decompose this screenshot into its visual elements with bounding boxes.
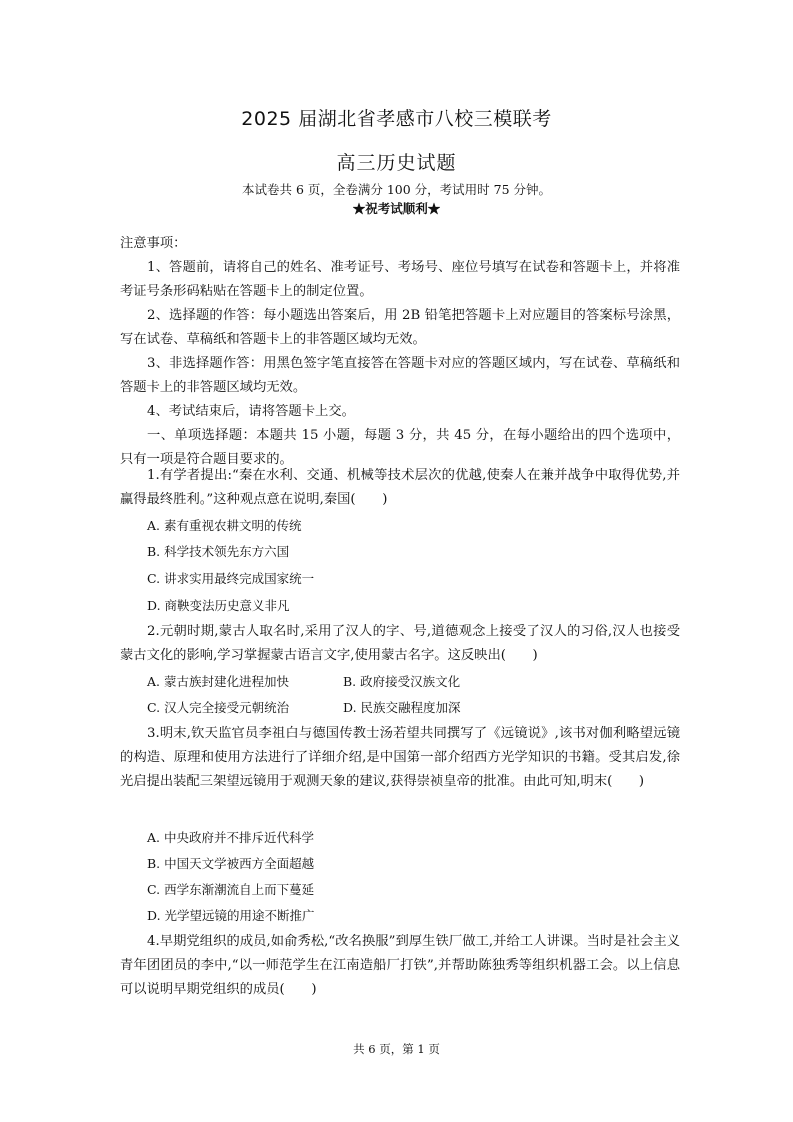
question-2-option-c: C. 汉人完全接受元朝统治 (147, 700, 290, 715)
question-2-option-a: A. 蒙古族封建化进程加快 (147, 674, 289, 689)
question-3-stem: 3.明末,钦天监官员李祖白与德国传教士汤若望共同撰写了《远镜说》,该书对伽利略望远镜的构造、原理和使用方法进行了详细介绍,是中国第一部介绍西方光学知识的书籍。受其启发,徐光启提出装配三架望远镜用于观测天象的建议,获得崇祯皇帝的批准。由此可知,明末( ) (120, 726, 680, 789)
exam-title: 2025 届湖北省孝感市八校三模联考 (241, 108, 552, 130)
exam-wish: ★祝考试顺利★ (352, 201, 441, 216)
page-footer: 共 6 页，第 1 页 (353, 1042, 440, 1056)
exam-info: 本试卷共 6 页，全卷满分 100 分，考试用时 75 分钟。 (241, 182, 552, 197)
question-3-option-c: C. 西学东渐潮流自上而下蔓延 (147, 882, 315, 897)
question-1-option-a: A. 素有重视农耕文明的传统 (147, 518, 302, 533)
notes-heading: 注意事项： (120, 236, 187, 251)
question-1-option-d: D. 商鞅变法历史意义非凡 (147, 598, 290, 613)
question-2-option-d: D. 民族交融程度加深 (343, 700, 461, 715)
question-1-stem: 1.有学者提出:“秦在水利、交通、机械等技术层次的优越,使秦人在兼并战争中取得优势,并赢得最终胜利。”这种观点意在说明,秦国( ) (120, 468, 680, 507)
question-2-option-b: B. 政府接受汉族文化 (343, 674, 461, 689)
question-1-option-c: C. 讲求实用最终完成国家统一 (147, 571, 315, 586)
note-item-4: 4、考试结束后，请将答题卡上交。 (147, 404, 355, 419)
note-item-1: 1、答题前，请将自己的姓名、准考证号、考场号、座位号填写在试卷和答题卡上，并将准考证号条形码粘贴在答题卡上的制定位置。 (120, 260, 680, 299)
question-3-option-a: A. 中央政府并不排斥近代科学 (147, 830, 314, 845)
note-item-2: 2、选择题的作答：每小题选出答案后，用 2B 铅笔把答题卡上对应题目的答案标号涂黑，写在试卷、草稿纸和答题卡上的非答题区域均无效。 (120, 308, 680, 347)
note-item-3: 3、非选择题作答：用黑色签字笔直接答在答题卡对应的答题区域内，写在试卷、草稿纸和答题卡上的非答题区域均无效。 (120, 356, 680, 395)
exam-subtitle: 高三历史试题 (336, 152, 457, 174)
section-1-heading: 一、单项选择题：本题共 15 小题，每题 3 分，共 45 分，在每小题给出的四个选项中，只有一项是符合题目要求的。 (120, 428, 680, 467)
question-4-stem: 4.早期党组织的成员,如俞秀松,“改名换服”到厚生铁厂做工,并给工人讲课。当时是社会主义青年团团员的李中,“以一师范学生在江南造船厂打铁”,并帮助陈独秀等组织机器工会。以上信息可以说明早期党组织的成员( ) (120, 934, 680, 997)
question-2-stem: 2.元朝时期,蒙古人取名时,采用了汉人的字、号,道德观念上接受了汉人的习俗,汉人也接受蒙古文化的影响,学习掌握蒙古语言文字,使用蒙古名字。这反映出( ) (120, 624, 680, 663)
question-1-option-b: B. 科学技术领先东方六国 (147, 544, 290, 559)
question-3-option-b: B. 中国天文学被西方全面超越 (147, 856, 315, 871)
question-3-option-d: D. 光学望远镜的用途不断推广 (147, 908, 315, 923)
